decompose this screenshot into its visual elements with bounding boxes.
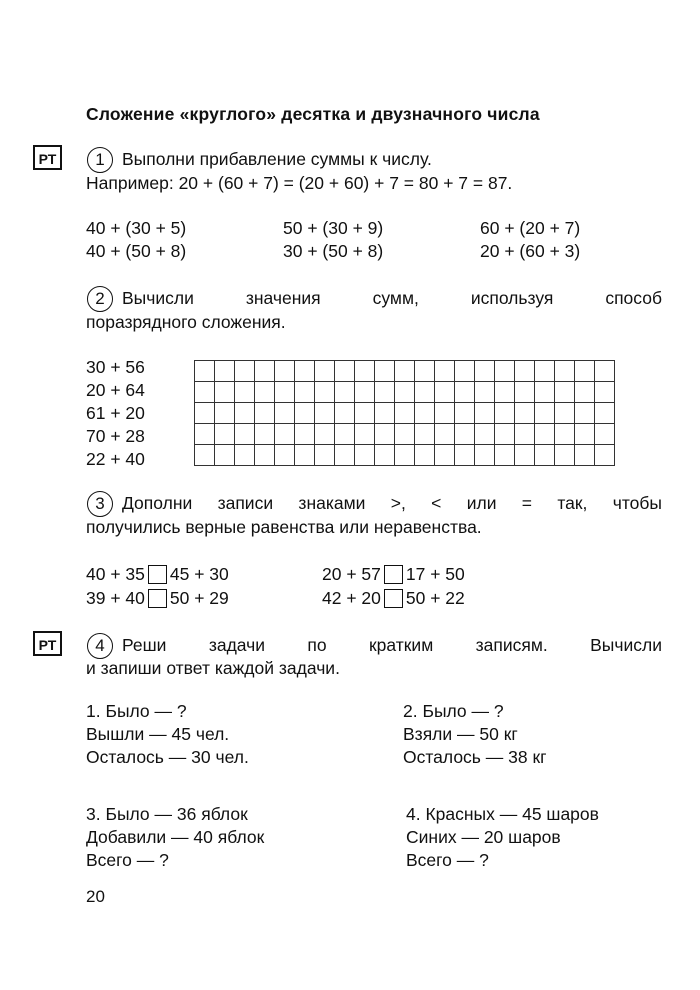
task1-example: Например: 20 + (60 + 7) = (20 + 60) + 7 = 80 + 7 = 87. (86, 173, 513, 193)
grid-cell[interactable] (255, 361, 275, 382)
grid-cell[interactable] (235, 361, 255, 382)
grid-cell[interactable] (315, 361, 335, 382)
grid-cell[interactable] (255, 445, 275, 466)
comparison-left: 42 + 20 (322, 588, 381, 608)
problem-line: Взяли — 50 кг (403, 724, 518, 744)
grid-cell[interactable] (595, 361, 615, 382)
grid-cell[interactable] (515, 361, 535, 382)
grid-cell[interactable] (575, 403, 595, 424)
grid-row (195, 403, 615, 424)
grid-row (195, 445, 615, 466)
grid-cell[interactable] (235, 424, 255, 445)
grid-cell[interactable] (235, 403, 255, 424)
expression: 20 + (60 + 3) (480, 241, 581, 261)
grid-cell[interactable] (535, 445, 555, 466)
grid-cell[interactable] (375, 424, 395, 445)
grid-cell[interactable] (395, 403, 415, 424)
grid-cell[interactable] (495, 445, 515, 466)
grid-cell[interactable] (415, 382, 435, 403)
problem-line: Осталось — 38 кг (403, 747, 547, 767)
problem-line: Всего — ? (406, 850, 489, 870)
grid-cell[interactable] (335, 361, 355, 382)
grid-cell[interactable] (195, 403, 215, 424)
comparison (86, 563, 229, 585)
grid-cell[interactable] (595, 382, 615, 403)
grid-cell[interactable] (295, 361, 315, 382)
comparison (86, 587, 229, 609)
grid-cell[interactable] (235, 382, 255, 403)
task4-instruction-line2: и запиши ответ каждой задачи. (86, 658, 340, 678)
comparison-left: 39 + 40 (86, 588, 145, 608)
grid-cell[interactable] (515, 445, 535, 466)
grid-cell[interactable] (595, 424, 615, 445)
grid-cell[interactable] (195, 445, 215, 466)
grid-cell[interactable] (275, 382, 295, 403)
task2-instruction-line2: поразрядного сложения. (86, 312, 286, 332)
task4-instruction-line1: Реши задачи по кратким записям. Вычисли (122, 635, 662, 655)
answer-grid[interactable] (194, 360, 615, 466)
grid-cell[interactable] (275, 445, 295, 466)
grid-cell[interactable] (335, 403, 355, 424)
grid-cell[interactable] (195, 382, 215, 403)
page-title: Сложение «круглого» десятка и двузначного числа (86, 104, 540, 124)
grid-cell[interactable] (195, 424, 215, 445)
grid-cell[interactable] (255, 424, 275, 445)
grid-cell[interactable] (355, 361, 375, 382)
grid-cell[interactable] (555, 424, 575, 445)
grid-cell[interactable] (415, 424, 435, 445)
grid-cell[interactable] (535, 361, 555, 382)
grid-cell[interactable] (435, 382, 455, 403)
grid-cell[interactable] (495, 361, 515, 382)
grid-cell[interactable] (335, 382, 355, 403)
grid-cell[interactable] (415, 445, 435, 466)
page-number: 20 (86, 887, 105, 906)
grid-cell[interactable] (555, 361, 575, 382)
grid-cell[interactable] (475, 361, 495, 382)
grid-cell[interactable] (475, 445, 495, 466)
comparison-right: 50 + 29 (169, 588, 229, 608)
grid-cell[interactable] (395, 424, 415, 445)
problem-line: 4. Красных — 45 шаров (406, 804, 599, 824)
grid-cell[interactable] (355, 424, 375, 445)
grid-cell[interactable] (495, 382, 515, 403)
problem-line: Всего — ? (86, 850, 169, 870)
grid-cell[interactable] (415, 403, 435, 424)
expression: 60 + (20 + 7) (480, 218, 581, 238)
grid-cell[interactable] (375, 361, 395, 382)
grid-cell[interactable] (475, 382, 495, 403)
grid-cell[interactable] (395, 445, 415, 466)
grid-cell[interactable] (535, 382, 555, 403)
grid-cell[interactable] (375, 403, 395, 424)
grid-cell[interactable] (455, 382, 475, 403)
grid-cell[interactable] (575, 445, 595, 466)
sum-expression: 20 + 64 (86, 380, 145, 400)
grid-cell[interactable] (495, 424, 515, 445)
grid-cell[interactable] (295, 445, 315, 466)
grid-cell[interactable] (355, 382, 375, 403)
comparison-right: 50 + 22 (405, 588, 465, 608)
comparison-left: 40 + 35 (86, 564, 145, 584)
grid-cell[interactable] (455, 361, 475, 382)
grid-cell[interactable] (315, 424, 335, 445)
grid-cell[interactable] (275, 403, 295, 424)
grid-cell[interactable] (215, 403, 235, 424)
grid-cell[interactable] (275, 361, 295, 382)
task1-instruction: Выполни прибавление суммы к числу. (122, 149, 432, 169)
problem-line: Вышли — 45 чел. (86, 724, 230, 744)
grid-cell[interactable] (215, 424, 235, 445)
grid-cell[interactable] (455, 403, 475, 424)
grid-cell[interactable] (355, 403, 375, 424)
grid-cell[interactable] (295, 403, 315, 424)
grid-cell[interactable] (435, 424, 455, 445)
grid-cell[interactable] (575, 382, 595, 403)
sum-expression: 30 + 56 (86, 357, 145, 377)
grid-cell[interactable] (475, 403, 495, 424)
sum-expression: 22 + 40 (86, 449, 145, 469)
sign-box[interactable] (148, 565, 167, 584)
sum-expression: 61 + 20 (86, 403, 145, 423)
problem-line: Добавили — 40 яблок (86, 827, 265, 847)
grid-cell[interactable] (335, 424, 355, 445)
grid-cell[interactable] (255, 403, 275, 424)
problem-line: 2. Было — ? (403, 701, 504, 721)
comparison-left: 20 + 57 (322, 564, 381, 584)
grid-cell[interactable] (455, 445, 475, 466)
grid-cell[interactable] (575, 424, 595, 445)
grid-cell[interactable] (575, 361, 595, 382)
task3-instruction-line2: получились верные равенства или неравенства. (86, 517, 482, 537)
task-number-4: 4 (87, 633, 113, 659)
grid-cell[interactable] (435, 445, 455, 466)
grid-cell[interactable] (335, 445, 355, 466)
grid-cell[interactable] (375, 382, 395, 403)
rt-badge: РТ (33, 631, 62, 656)
grid-cell[interactable] (595, 445, 615, 466)
sign-box[interactable] (148, 589, 167, 608)
expression: 30 + (50 + 8) (283, 241, 384, 261)
grid-cell[interactable] (275, 424, 295, 445)
sign-box[interactable] (384, 565, 403, 584)
expression: 40 + (50 + 8) (86, 241, 187, 261)
task-number-2: 2 (87, 286, 113, 312)
grid-cell[interactable] (555, 382, 575, 403)
grid-cell[interactable] (535, 403, 555, 424)
problem-line: Синих — 20 шаров (406, 827, 561, 847)
grid-cell[interactable] (235, 445, 255, 466)
grid-cell[interactable] (475, 424, 495, 445)
grid-cell[interactable] (295, 424, 315, 445)
grid-cell[interactable] (315, 445, 335, 466)
task2-instruction-line1: Вычисли значения сумм, используя способ (122, 288, 662, 308)
grid-row (195, 424, 615, 445)
expression: 40 + (30 + 5) (86, 218, 187, 238)
grid-cell[interactable] (435, 361, 455, 382)
grid-cell[interactable] (595, 403, 615, 424)
grid-cell[interactable] (415, 361, 435, 382)
expression: 50 + (30 + 9) (283, 218, 384, 238)
grid-cell[interactable] (315, 382, 335, 403)
grid-cell[interactable] (455, 424, 475, 445)
grid-cell[interactable] (555, 445, 575, 466)
task-number-1: 1 (87, 147, 113, 173)
grid-cell[interactable] (295, 382, 315, 403)
grid-cell[interactable] (515, 382, 535, 403)
grid-cell[interactable] (495, 403, 515, 424)
comparison (322, 563, 465, 585)
problem-line: Осталось — 30 чел. (86, 747, 249, 767)
comparison-right: 17 + 50 (405, 564, 465, 584)
grid-cell[interactable] (515, 424, 535, 445)
grid-cell[interactable] (355, 445, 375, 466)
grid-row (195, 382, 615, 403)
task3-instruction-line1: Дополни записи знаками >, < или = так, чтобы (122, 493, 662, 513)
grid-cell[interactable] (215, 361, 235, 382)
grid-cell[interactable] (515, 403, 535, 424)
comparison-right: 45 + 30 (169, 564, 229, 584)
rt-badge: РТ (33, 145, 62, 170)
grid-cell[interactable] (535, 424, 555, 445)
grid-cell[interactable] (195, 361, 215, 382)
grid-cell[interactable] (555, 403, 575, 424)
task-number-3: 3 (87, 491, 113, 517)
grid-cell[interactable] (215, 382, 235, 403)
grid-cell[interactable] (395, 382, 415, 403)
comparison (322, 587, 465, 609)
grid-cell[interactable] (395, 361, 415, 382)
grid-cell[interactable] (215, 445, 235, 466)
grid-cell[interactable] (315, 403, 335, 424)
sum-expression: 70 + 28 (86, 426, 145, 446)
grid-cell[interactable] (255, 382, 275, 403)
sign-box[interactable] (384, 589, 403, 608)
grid-cell[interactable] (435, 403, 455, 424)
grid-row (195, 361, 615, 382)
problem-line: 3. Было — 36 яблок (86, 804, 248, 824)
grid-cell[interactable] (375, 445, 395, 466)
problem-line: 1. Было — ? (86, 701, 187, 721)
